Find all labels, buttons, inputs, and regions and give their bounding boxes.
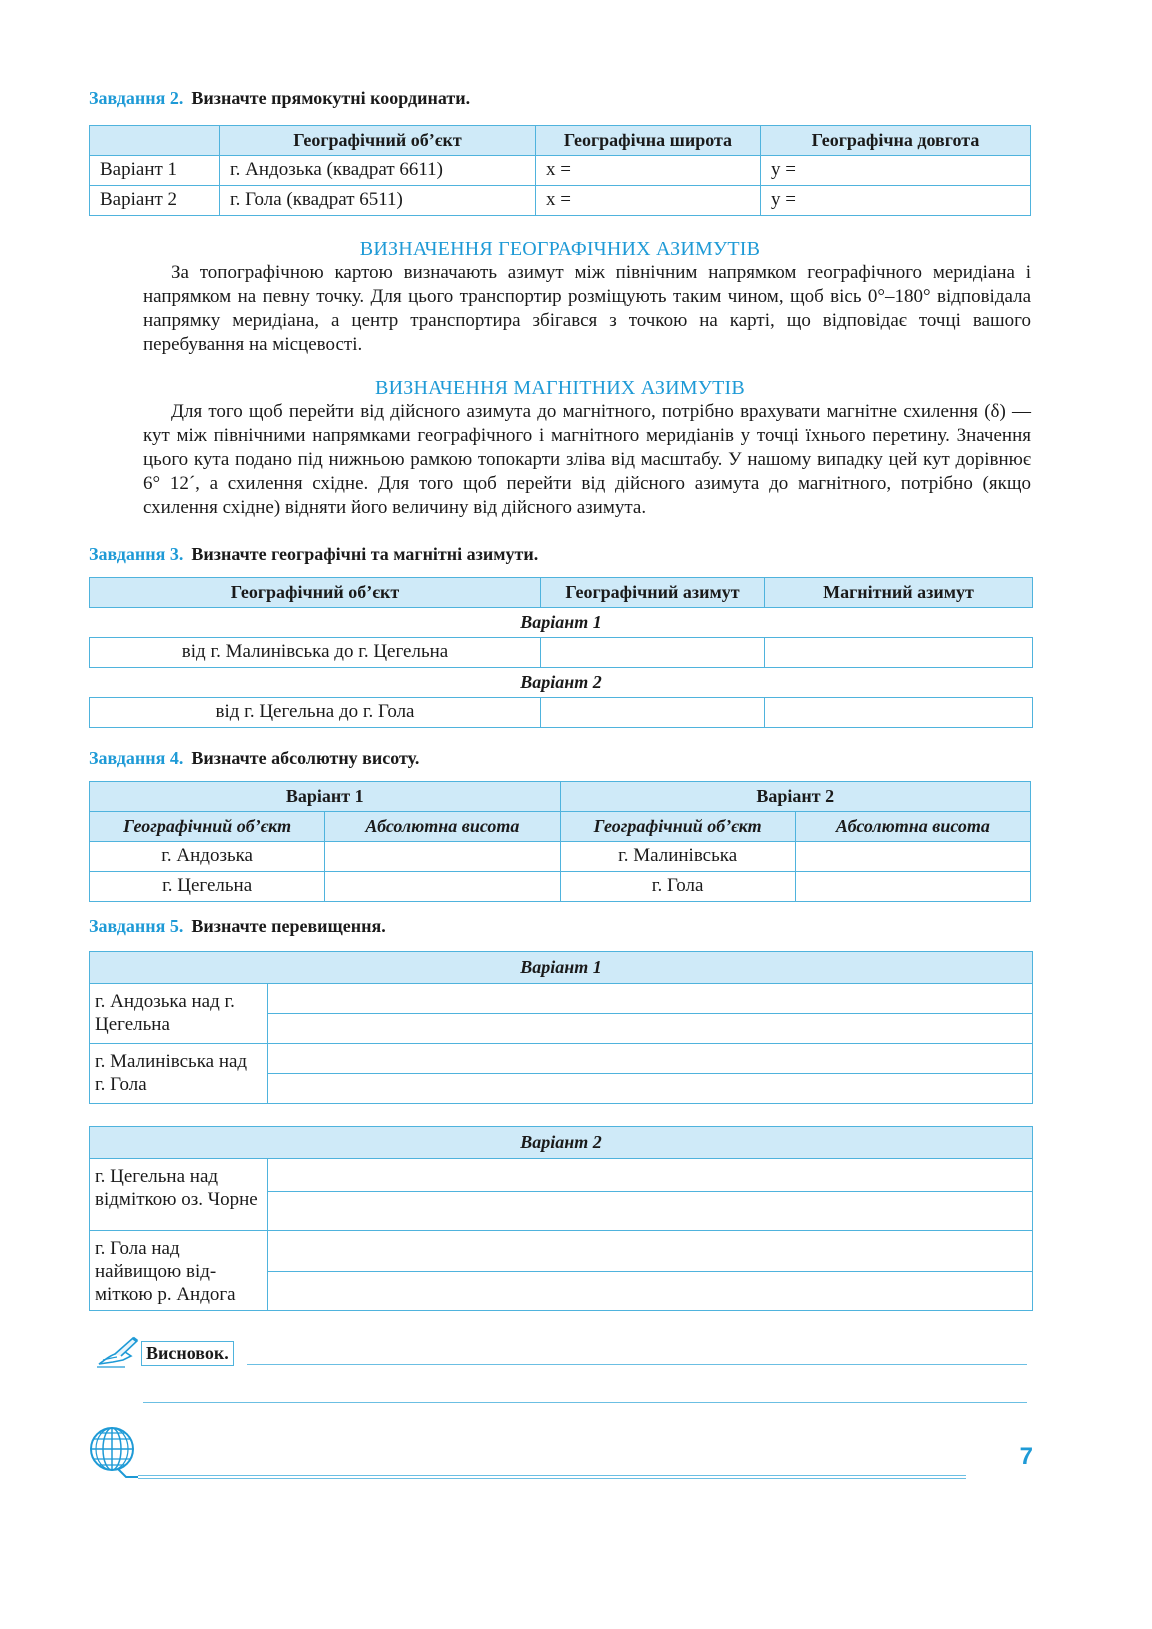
task3-table	[89, 577, 1033, 728]
task2-latitude-field[interactable]: x =	[536, 156, 761, 186]
task3-variant2-label: Варіант 2	[90, 668, 1033, 698]
task3-route: від г. Малинівська до г. Цегельна	[90, 638, 541, 668]
task4-sub-object: Географічний об’єкт	[560, 812, 795, 842]
task4-height-field[interactable]	[795, 872, 1030, 902]
task5-variant2-table	[89, 1126, 1033, 1311]
task5-answer-line[interactable]	[268, 1074, 1033, 1104]
page-footer	[88, 1425, 1033, 1485]
task4-height-field[interactable]	[325, 842, 560, 872]
task4-sub-height: Абсолютна висота	[795, 812, 1030, 842]
page-content	[89, 88, 1031, 1311]
task3-text: Визначте географічні та магнітні азимути.	[191, 544, 539, 564]
task5-variant1-table	[89, 951, 1033, 1104]
task5-answer-line[interactable]	[268, 1192, 1033, 1231]
task4-sub-height: Абсолютна висота	[325, 812, 560, 842]
task5-label: г. Цегельна над відміткою оз. Чорне	[90, 1159, 268, 1231]
table-row	[90, 984, 1033, 1014]
conclusion-section	[95, 1340, 1030, 1420]
task3-heading	[89, 544, 1031, 565]
table-row	[90, 186, 1031, 216]
page-number: 7	[1019, 1443, 1033, 1470]
geo-azimuth-title: ВИЗНАЧЕННЯ ГЕОГРАФІЧНИХ АЗИМУТІВ	[359, 238, 761, 260]
task2-heading	[89, 88, 1031, 109]
task4-table	[89, 781, 1031, 902]
task5-label: г. Гола над найвищою від-міткою р. Андога	[90, 1231, 268, 1311]
table-row	[90, 1159, 1033, 1192]
task2-header-object: Географічний об’єкт	[220, 126, 536, 156]
task2-header-latitude: Географічна широта	[536, 126, 761, 156]
task2-longitude-field[interactable]: y =	[761, 156, 1031, 186]
task4-sub-object: Географічний об’єкт	[90, 812, 325, 842]
task3-mag-azimuth-field[interactable]	[765, 638, 1033, 668]
task4-number: Завдання 4.	[89, 748, 184, 768]
task4-object: г. Гола	[560, 872, 795, 902]
task5-heading	[89, 916, 1031, 937]
task3-variant1-label: Варіант 1	[90, 608, 1033, 638]
task3-geo-azimuth-field[interactable]	[541, 638, 765, 668]
task4-object: г. Андозька	[90, 842, 325, 872]
task2-latitude-field[interactable]: x =	[536, 186, 761, 216]
table-row	[90, 156, 1031, 186]
conclusion-line[interactable]	[247, 1364, 1027, 1365]
task3-header-mag: Магнітний азимут	[765, 578, 1033, 608]
geo-azimuth-text: За топографічною картою визначають азимут між північним напрямком географічного меридіана і напрямком на певну точку. Для цього транспортир розміщують таким чином, щоб вісь 0°–180° відповідала напрямку меридіана, а центр транспортира збігався з точкою на карті, що відповідає точці вашого перебування на місцевості.	[143, 262, 1031, 355]
task2-variant-label: Варіант 2	[90, 186, 220, 216]
task5-label: г. Андозька над г. Цегельна	[90, 984, 268, 1044]
task4-variant2-header: Варіант 2	[560, 782, 1031, 812]
task5-label: г. Малинівська над г. Гола	[90, 1044, 268, 1104]
task3-number: Завдання 3.	[89, 544, 184, 564]
task3-header-object: Географічний об’єкт	[90, 578, 541, 608]
task3-route: від г. Цегельна до г. Гола	[90, 698, 541, 728]
task2-header-longitude: Географічна довгота	[761, 126, 1031, 156]
task5-variant1-title: Варіант 1	[90, 952, 1033, 984]
mag-azimuth-title: ВИЗНАЧЕННЯ МАГНІТНИХ АЗИМУТІВ	[375, 377, 745, 399]
task3-header-geo: Географічний азимут	[541, 578, 765, 608]
table-row	[90, 1044, 1033, 1074]
task4-height-field[interactable]	[325, 872, 560, 902]
pen-hand-icon	[95, 1334, 141, 1368]
task2-object: г. Гола (квадрат 6511)	[220, 186, 536, 216]
table-row	[90, 1231, 1033, 1272]
task5-variant2-title: Варіант 2	[90, 1127, 1033, 1159]
table-row	[90, 638, 1033, 668]
task2-number: Завдання 2.	[89, 88, 184, 108]
footer-rule	[138, 1475, 966, 1476]
conclusion-label: Висновок.	[141, 1341, 234, 1366]
task2-table	[89, 125, 1031, 216]
task5-answer-line[interactable]	[268, 1272, 1033, 1311]
task5-number: Завдання 5.	[89, 916, 184, 936]
task3-geo-azimuth-field[interactable]	[541, 698, 765, 728]
task4-heading	[89, 748, 1031, 769]
table-row	[90, 842, 1031, 872]
task2-variant-label: Варіант 1	[90, 156, 220, 186]
task5-text: Визначте перевищення.	[191, 916, 386, 936]
task2-header-blank	[90, 126, 220, 156]
task2-longitude-field[interactable]: y =	[761, 186, 1031, 216]
conclusion-line[interactable]	[143, 1402, 1027, 1403]
task5-answer-line[interactable]	[268, 984, 1033, 1014]
task5-answer-line[interactable]	[268, 1014, 1033, 1044]
task4-height-field[interactable]	[795, 842, 1030, 872]
task5-answer-line[interactable]	[268, 1231, 1033, 1272]
task4-text: Визначте абсолютну висоту.	[191, 748, 420, 768]
globe-icon	[88, 1425, 140, 1481]
task2-text: Визначте прямокутні координати.	[191, 88, 471, 108]
task4-object: г. Цегельна	[90, 872, 325, 902]
task5-answer-line[interactable]	[268, 1044, 1033, 1074]
table-row	[90, 872, 1031, 902]
task4-object: г. Малинівська	[560, 842, 795, 872]
mag-azimuth-text: Для того щоб перейти від дійсного азимута до магнітного, потрібно врахувати магнітне схилення (δ) — кут між північними напрямками географічного і магнітного меридіанів у точці їхнього перетину. Значення цього кута подано під нижньою рамкою топокарти зліва від масштабу. У нашому випадку цей кут дорівнює 6° 12´, а схилення східне. Для того щоб перейти від дійсного азимута до магнітного, потрібно (якщо схилення східне) відняти його величину від дійсного азимута.	[143, 401, 1031, 518]
task2-object: г. Андозька (квадрат 6611)	[220, 156, 536, 186]
table-row	[90, 698, 1033, 728]
footer-rule	[138, 1478, 966, 1479]
task5-answer-line[interactable]	[268, 1159, 1033, 1192]
task3-mag-azimuth-field[interactable]	[765, 698, 1033, 728]
task4-variant1-header: Варіант 1	[90, 782, 561, 812]
